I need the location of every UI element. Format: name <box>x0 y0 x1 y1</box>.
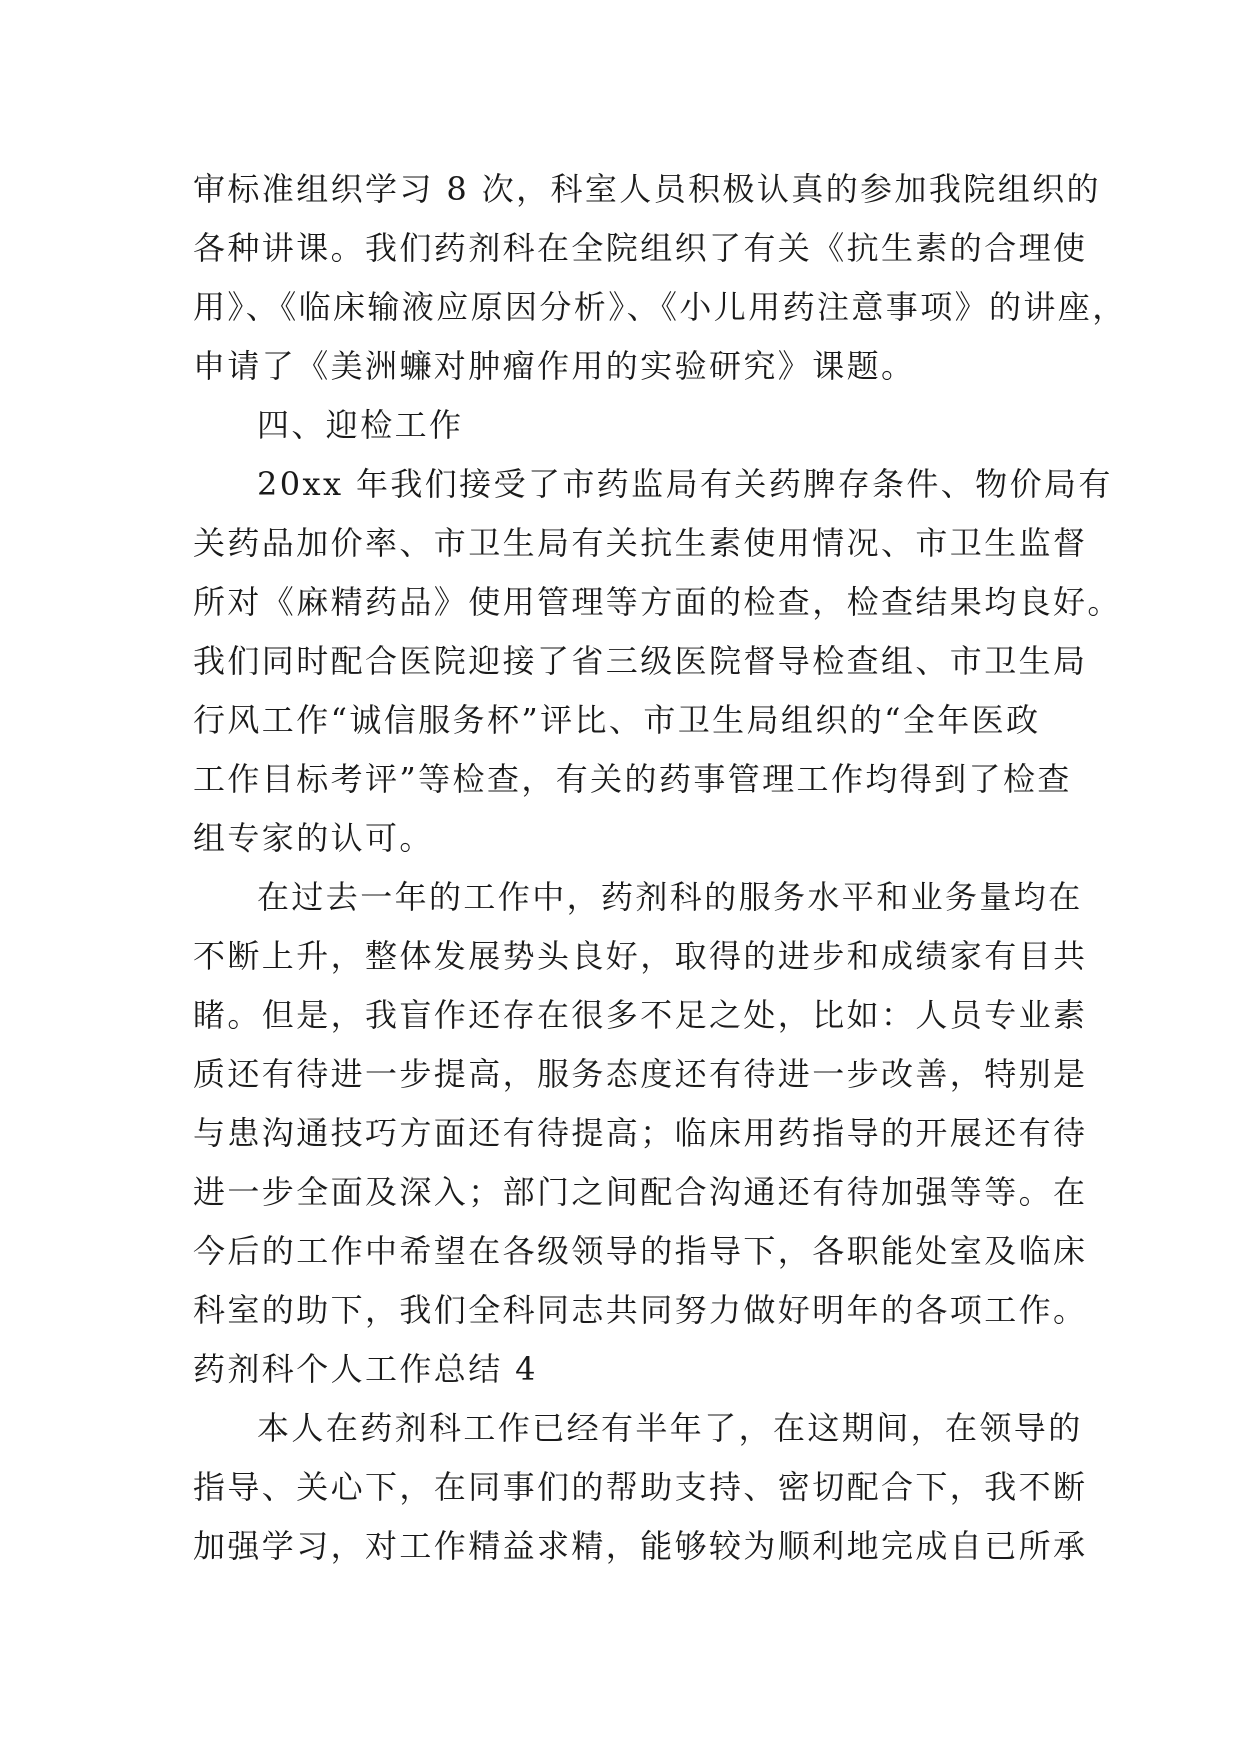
text-line: 组专家的认可。 <box>193 819 434 857</box>
text-line: 指导、关心下，在同事们的帮助支持、密切配合下，我不断 <box>193 1468 1088 1506</box>
text-line: 加强学习，对工作精益求精，能够较为顺利地完成自已所承 <box>193 1527 1088 1565</box>
section-heading: 四、迎检工作 <box>257 406 464 444</box>
text-line: 行风工作“诚信服务杯”评比、市卫生局组织的“全年医政 <box>193 701 1041 739</box>
text-line: 睹。但是，我盲作还存在很多不足之处，比如：人员专业素 <box>193 996 1088 1034</box>
section-title: 药剂科个人工作总结 4 <box>193 1350 538 1388</box>
text-line: 各种讲课。我们药剂科在全院组织了有关《抗生素的合理使 <box>193 229 1088 267</box>
document-body <box>193 160 1127 1576</box>
text-line: 科室的助下，我们全科同志共同努力做好明年的各项工作。 <box>193 1291 1088 1329</box>
text-line: 关药品加价率、市卫生局有关抗生素使用情况、市卫生监督 <box>193 524 1088 562</box>
text-line: 质还有待进一步提高，服务态度还有待进一步改善，特别是 <box>193 1055 1088 1093</box>
text-line: 不断上升，整体发展势头良好，取得的进步和成绩家有目共 <box>193 937 1088 975</box>
text-line: 审标准组织学习 8 次，科室人员积极认真的参加我院组织的 <box>193 170 1101 208</box>
text-line: 所对《麻精药品》使用管理等方面的检查，检查结果均良好。 <box>193 583 1122 621</box>
text-line: 与患沟通技巧方面还有待提高；临床用药指导的开展还有待 <box>193 1114 1088 1152</box>
text-line: 今后的工作中希望在各级领导的指导下，各职能处室及临床 <box>193 1232 1088 1270</box>
text-line: 进一步全面及深入；部门之间配合沟通还有待加强等等。在 <box>193 1173 1088 1211</box>
text-line: 本人在药剂科工作已经有半年了，在这期间，在领导的 <box>257 1409 1083 1447</box>
text-line: 申请了《美洲蠊对肿瘤作用的实验研究》课题。 <box>193 347 916 385</box>
text-line: 我们同时配合医院迎接了省三级医院督导检查组、市卫生局 <box>193 642 1088 680</box>
text-line: 20xx 年我们接受了市药监局有关药脾存条件、物价局有 <box>257 465 1113 503</box>
text-line: 工作目标考评”等检查，有关的药事管理工作均得到了检查 <box>193 760 1072 798</box>
text-line: 在过去一年的工作中，药剂科的服务水平和业务量均在 <box>257 878 1083 916</box>
text-line: 用》、《临床输液应原因分析》、《小儿用药注意事项》的讲座， <box>193 288 1127 326</box>
